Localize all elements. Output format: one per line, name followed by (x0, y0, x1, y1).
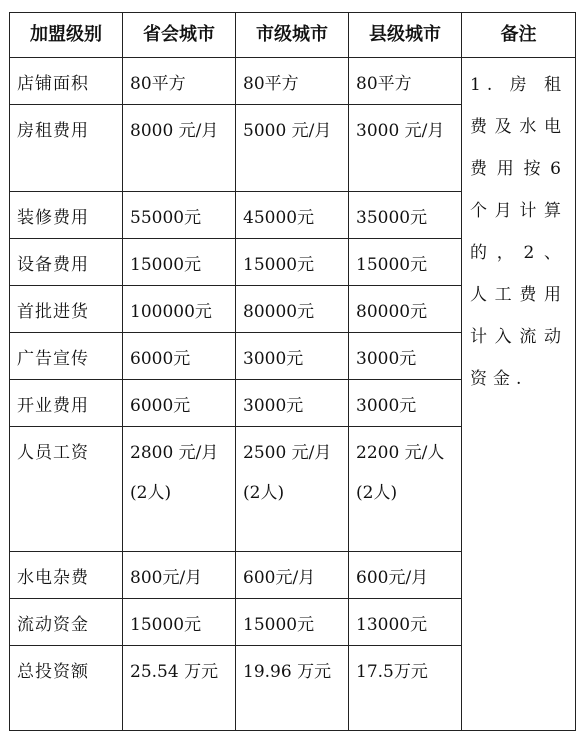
header-level: 加盟级别 (10, 13, 123, 58)
investment-table-container (9, 12, 576, 731)
city-value: 80000元 (236, 286, 349, 333)
city-value: 80平方 (236, 58, 349, 105)
remarks-cell: 1.房租费及水电费用按6个月计算的，2、人工费用计入流动资金. (462, 58, 576, 731)
provincial-value: 800元/月 (123, 552, 236, 599)
provincial-value: 6000元 (123, 380, 236, 427)
county-value: 15000元 (349, 239, 462, 286)
county-value: 80平方 (349, 58, 462, 105)
county-value: 3000 元/月 (349, 105, 462, 192)
county-value: 600元/月 (349, 552, 462, 599)
city-value: 45000元 (236, 192, 349, 239)
header-prefecture-city: 市级城市 (236, 13, 349, 58)
row-label: 房租费用 (10, 105, 123, 192)
row-label: 开业费用 (10, 380, 123, 427)
table-row (10, 58, 576, 105)
row-label: 首批进货 (10, 286, 123, 333)
header-provincial-city: 省会城市 (123, 13, 236, 58)
city-value: 15000元 (236, 239, 349, 286)
provincial-value: 2800 元/月 (2人) (123, 427, 236, 552)
county-value: 35000元 (349, 192, 462, 239)
provincial-value: 100000元 (123, 286, 236, 333)
provincial-value: 55000元 (123, 192, 236, 239)
row-label: 广告宣传 (10, 333, 123, 380)
provincial-value: 15000元 (123, 239, 236, 286)
county-value: 3000元 (349, 380, 462, 427)
provincial-value: 25.54 万元 (123, 646, 236, 731)
header-row (10, 13, 576, 58)
row-label: 水电杂费 (10, 552, 123, 599)
provincial-value: 8000 元/月 (123, 105, 236, 192)
city-value: 15000元 (236, 599, 349, 646)
city-value: 3000元 (236, 380, 349, 427)
provincial-value: 80平方 (123, 58, 236, 105)
provincial-value: 15000元 (123, 599, 236, 646)
row-label: 设备费用 (10, 239, 123, 286)
county-value: 80000元 (349, 286, 462, 333)
city-value: 5000 元/月 (236, 105, 349, 192)
county-value: 2200 元/人(2人) (349, 427, 462, 552)
city-value: 600元/月 (236, 552, 349, 599)
franchise-investment-table (9, 12, 576, 731)
header-county-city: 县级城市 (349, 13, 462, 58)
row-label: 总投资额 (10, 646, 123, 731)
row-label: 装修费用 (10, 192, 123, 239)
row-label: 人员工资 (10, 427, 123, 552)
row-label: 流动资金 (10, 599, 123, 646)
header-remarks: 备注 (462, 13, 576, 58)
city-value: 3000元 (236, 333, 349, 380)
provincial-value: 6000元 (123, 333, 236, 380)
county-value: 17.5万元 (349, 646, 462, 731)
city-value: 19.96 万元 (236, 646, 349, 731)
row-label: 店铺面积 (10, 58, 123, 105)
county-value: 13000元 (349, 599, 462, 646)
city-value: 2500 元/月 (2人) (236, 427, 349, 552)
county-value: 3000元 (349, 333, 462, 380)
